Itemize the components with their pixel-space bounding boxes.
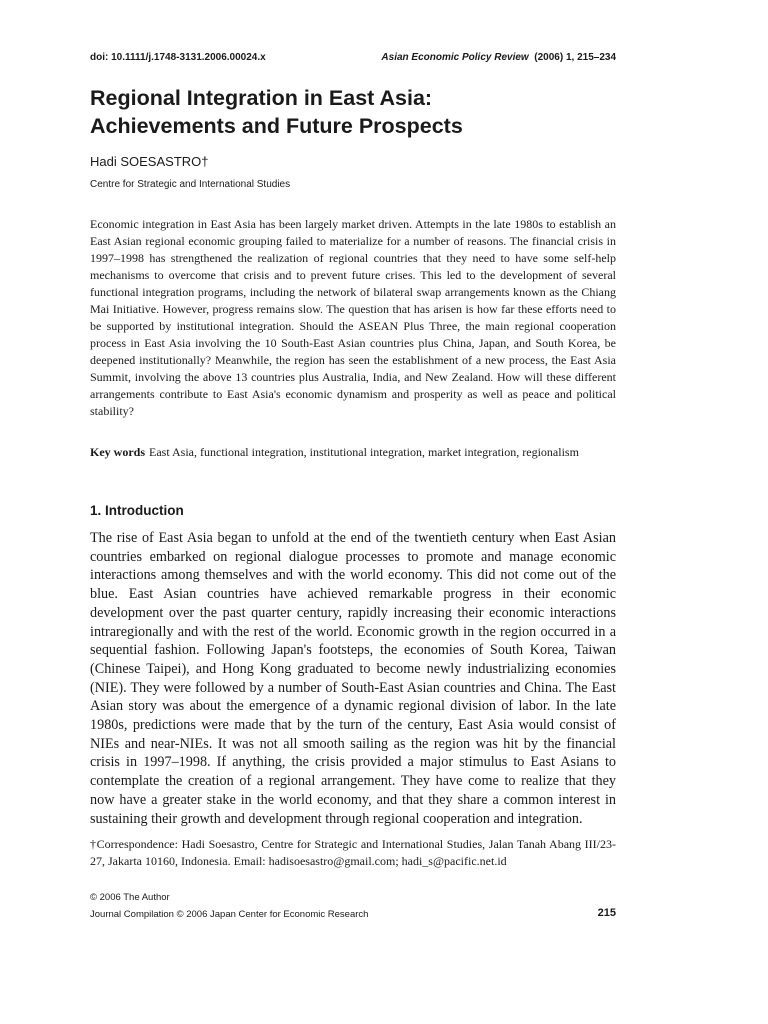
article-title [90, 84, 650, 140]
author-name: Hadi SOESASTRO† [90, 154, 209, 169]
abstract-text: Economic integration in East Asia has been largely market driven. Attempts in the late 1980s to establish an East Asian regional economic grouping failed to materialize for a number of reasons. The financial crisis in 1997–1998 has strengthened the realization of regional countries that they need to have some self-help mechanisms to overcome that crisis and to prevent future crises. This led to the development of several functional integration programs, including the network of bilateral swap arrangements known as the Chiang Mai Initiative. However, progress remains slow. The question that has arisen is how far these efforts need to be supported by institutional integration. Should the ASEAN Plus Three, the main regional cooperation process in East Asia involving the 10 South-East Asian countries plus China, Japan, and South Korea, be deepened institutionally? Meanwhile, the region has seen the establishment of a new process, the East Asia Summit, involving the above 13 countries plus Australia, India, and New Zealand. How will these different arrangements contribute to East Asia's economic dynamism and prosperity as well as peace and political stability? [90, 217, 616, 418]
article-title-line-1: Regional Integration in East Asia: [90, 86, 433, 110]
journal-compilation-line: Journal Compilation © 2006 Japan Center for Economic Research [90, 909, 369, 920]
article-title-line-2: Achievements and Future Prospects [90, 114, 463, 138]
section-heading: 1. Introduction [90, 503, 184, 518]
keywords [90, 444, 616, 461]
keywords-text: East Asia, functional integration, institutional integration, market integration, regionalism [149, 445, 579, 459]
page-number: 215 [597, 907, 616, 919]
introduction-paragraph: The rise of East Asia began to unfold at the end of the twentieth century when East Asian countries embarked on regional dialogue processes to promote and manage economic interactions among themselves and with the world economy. This did not come out of the blue. East Asian countries have achieved remarkable progress in their economic development over the past quarter century, rapidly increasing their economic interactions intraregionally and with the rest of the world. Economic growth in the region occurred in a sequential fashion. Following Japan's footsteps, the economies of South Korea, Taiwan (Chinese Taipei), and Hong Kong graduated to become newly industrializing economies (NIE). They were followed by a number of South-East Asian countries and China. The East Asian story was about the emergence of a dynamic regional division of labor. In the late 1980s, predictions were made that by the turn of the century, East Asia would consist of NIEs and near-NIEs. It was not all smooth sailing as the region was hit by the financial crisis in 1997–1998. If anything, the crisis provided a major stimulus to East Asians to contemplate the creation of a regional arrangement. They have come to realize that they now have a greater stake in the world economy, and that they share a common interest in sustaining their growth and development through regional cooperation and integration. [90, 530, 616, 827]
page-footer [90, 889, 616, 923]
journal-citation [381, 52, 616, 63]
correspondence-footnote: †Correspondence: Hadi Soesastro, Centre for Strategic and International Studies, Jalan Tanah Abang III/23-27, Jakarta 10160, Indonesia. Email: hadisoesastro@gmail.com; hadi_s@pacific.net.id [90, 837, 616, 868]
author-affiliation: Centre for Strategic and International Studies [90, 179, 291, 190]
copyright-line: © 2006 The Author [90, 892, 170, 903]
journal-issue: (2006) 1, 215–234 [534, 52, 616, 63]
keywords-label: Key words [90, 445, 145, 459]
journal-name: Asian Economic Policy Review [381, 52, 529, 63]
doi-link[interactable]: doi: 10.1111/j.1748-3131.2006.00024.x [90, 52, 266, 63]
running-header [90, 52, 616, 70]
